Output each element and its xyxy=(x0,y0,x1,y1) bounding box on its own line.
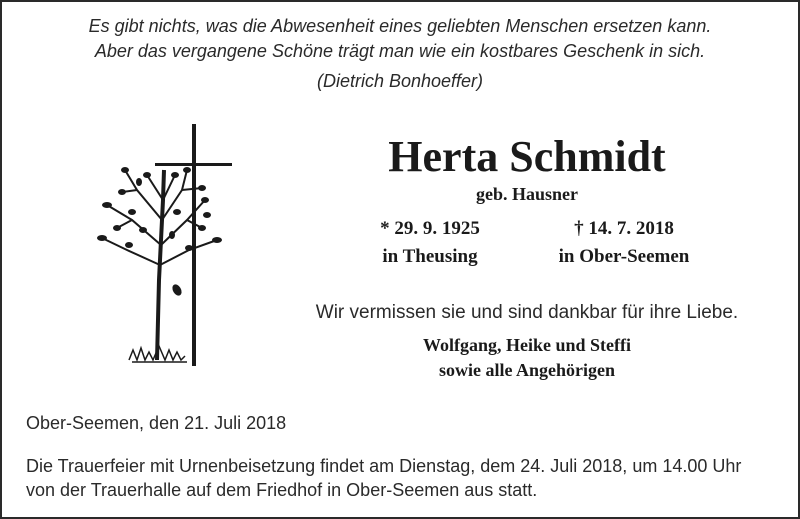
ceremony-line-2: von der Trauerhalle auf dem Friedhof in Ober-Seemen aus statt. xyxy=(26,480,538,500)
quote-line-2: Aber das vergangene Schöne trägt man wie ein kostbares Geschenk in sich. xyxy=(94,41,706,61)
ceremony-text xyxy=(26,454,796,502)
thanks-text: Wir vermissen sie und sind dankbar für ihre Liebe. xyxy=(315,302,739,323)
death-info xyxy=(539,215,709,271)
family-line-1: Wolfgang, Heike und Steffi xyxy=(422,335,632,355)
tree-and-cross-icon xyxy=(77,120,247,376)
birth-place: in Theusing xyxy=(382,246,478,267)
deceased-name: Herta Schmidt xyxy=(388,132,666,181)
maiden-name: geb. Hausner xyxy=(475,184,578,204)
family-line-2: sowie alle Angehörigen xyxy=(439,360,615,380)
birth-info xyxy=(345,215,515,271)
death-date: † 14. 7. 2018 xyxy=(574,218,674,239)
quote-block xyxy=(2,14,798,94)
death-place: in Ober-Seemen xyxy=(558,246,690,267)
place-date: Ober-Seemen, den 21. Juli 2018 xyxy=(26,413,287,433)
birth-date: * 29. 9. 1925 xyxy=(380,218,480,239)
ceremony-line-1: Die Trauerfeier mit Urnenbeisetzung findet am Dienstag, dem 24. Juli 2018, um 14.00 Uhr xyxy=(26,456,742,476)
quote-line-1: Es gibt nichts, was die Abwesenheit eines geliebten Menschen ersetzen kann. xyxy=(88,16,712,36)
family-block xyxy=(302,333,752,383)
quote-author: (Dietrich Bonhoeffer) xyxy=(316,71,484,91)
